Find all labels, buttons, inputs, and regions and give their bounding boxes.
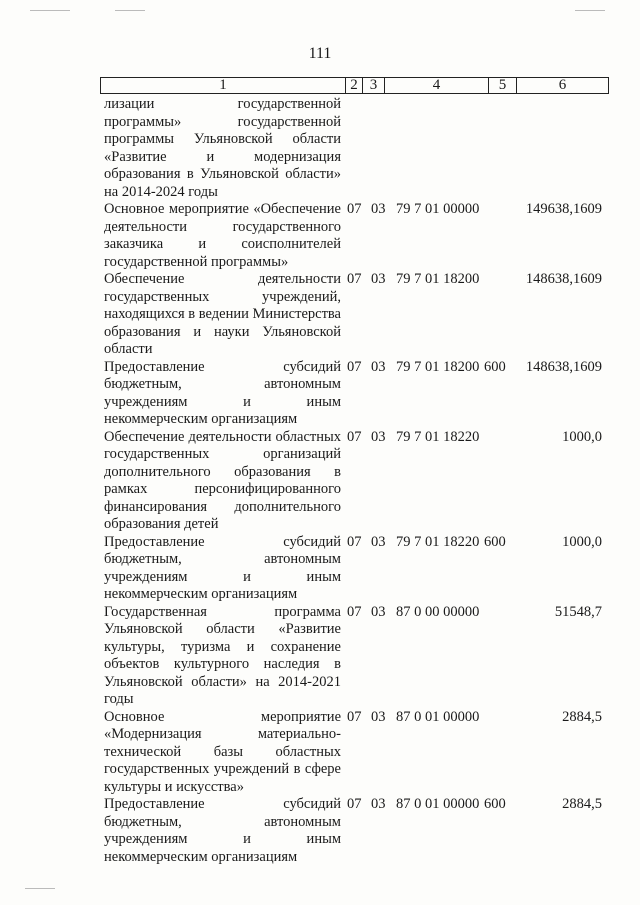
row-name: Обеспечение деятельности областных государственных организаций дополнительного образования в рамках персонифицированного финансирования дополнительного образования детей bbox=[104, 428, 341, 532]
row-amount: 1000,0 bbox=[562, 533, 602, 550]
page-number: 111 bbox=[308, 45, 332, 62]
row-name: Обеспечение деятельности государственных учреждений, находящихся в ведении Министерства образования и науки Ульяновской области bbox=[104, 271, 341, 357]
row-section: 07 bbox=[347, 201, 362, 217]
row-name: Основное мероприятие «Модернизация материально-технической базы областных государственных учреждений в сфере культуры и искусства» bbox=[104, 708, 341, 795]
row-subsection: 03 bbox=[371, 201, 386, 217]
table-row bbox=[0, 429, 640, 534]
column-1-header: 1 bbox=[101, 78, 346, 93]
column-6-header: 6 bbox=[558, 77, 567, 93]
row-target-article: 79 7 01 00000 bbox=[396, 201, 480, 217]
row-name: Основное мероприятие «Обеспечение деятельности государственного заказчика и соисполнителей государственной программы» bbox=[104, 201, 341, 270]
scan-mark-top-center bbox=[115, 10, 145, 11]
row-subsection: 03 bbox=[371, 708, 386, 725]
row-subsection: 03 bbox=[371, 533, 386, 550]
row-name: Предоставление субсидий бюджетным, автономным учреждениям и иным некоммерческим организациям bbox=[104, 796, 341, 865]
row-subsection: 03 bbox=[371, 358, 386, 375]
table-row bbox=[0, 271, 640, 359]
table-row bbox=[0, 709, 640, 797]
row-target-article: 79 7 01 18200 bbox=[396, 358, 480, 375]
table-column-header bbox=[100, 77, 609, 94]
row-expense-type: 600 bbox=[484, 796, 506, 812]
row-amount: 2884,5 bbox=[562, 796, 602, 812]
row-name: Государственная программа Ульяновской области «Развитие культуры, туризма и сохранение объектов культурного наследия в Ульяновской области» на 2014-2021 годы bbox=[104, 603, 341, 707]
row-target-article: 79 7 01 18220 bbox=[396, 533, 480, 550]
row-amount: 148638,1609 bbox=[525, 271, 602, 287]
row-section: 07 bbox=[347, 533, 362, 550]
row-section: 07 bbox=[347, 796, 362, 812]
row-section: 07 bbox=[347, 428, 362, 445]
row-name: лизации государственной программы» государственной программы Ульяновской области «Развитие и модернизация образования в Ульяновской области» на 2014-2024 годы bbox=[104, 96, 341, 200]
row-amount: 148638,1609 bbox=[525, 358, 602, 375]
row-amount: 149638,1609 bbox=[525, 201, 602, 217]
table-row bbox=[0, 796, 640, 866]
row-expense-type: 600 bbox=[484, 533, 506, 550]
column-5-header: 5 bbox=[489, 78, 517, 93]
row-name: Предоставление субсидий бюджетным, автономным учреждениям и иным некоммерческим организациям bbox=[104, 358, 341, 427]
row-amount: 1000,0 bbox=[562, 428, 602, 445]
row-target-article: 87 0 01 00000 bbox=[396, 796, 480, 812]
row-section: 07 bbox=[347, 358, 362, 375]
row-target-article: 87 0 00 00000 bbox=[396, 603, 480, 620]
row-subsection: 03 bbox=[371, 603, 386, 620]
column-2-header: 2 bbox=[346, 78, 363, 93]
table-row bbox=[0, 96, 640, 201]
column-3-header: 3 bbox=[363, 78, 385, 93]
budget-table bbox=[0, 96, 640, 866]
row-amount: 51548,7 bbox=[554, 603, 602, 620]
row-section: 07 bbox=[347, 708, 362, 725]
row-section: 07 bbox=[347, 603, 362, 620]
row-subsection: 03 bbox=[371, 796, 386, 812]
scan-mark-top-left bbox=[30, 10, 70, 11]
column-4-header: 4 bbox=[385, 78, 489, 93]
row-amount: 2884,5 bbox=[562, 708, 602, 725]
table-row bbox=[0, 604, 640, 709]
row-subsection: 03 bbox=[371, 428, 386, 445]
row-section: 07 bbox=[347, 271, 362, 287]
row-target-article: 87 0 01 00000 bbox=[396, 708, 480, 725]
row-expense-type: 600 bbox=[484, 358, 506, 375]
scan-mark-bottom-left bbox=[25, 888, 55, 889]
row-target-article: 79 7 01 18200 bbox=[396, 271, 480, 287]
scan-mark-top-right bbox=[575, 10, 605, 11]
row-target-article: 79 7 01 18220 bbox=[396, 428, 480, 445]
table-row bbox=[0, 534, 640, 604]
row-subsection: 03 bbox=[371, 271, 386, 287]
table-row bbox=[0, 359, 640, 429]
row-name: Предоставление субсидий бюджетным, автономным учреждениям и иным некоммерческим организациям bbox=[104, 533, 341, 602]
table-row bbox=[0, 201, 640, 271]
